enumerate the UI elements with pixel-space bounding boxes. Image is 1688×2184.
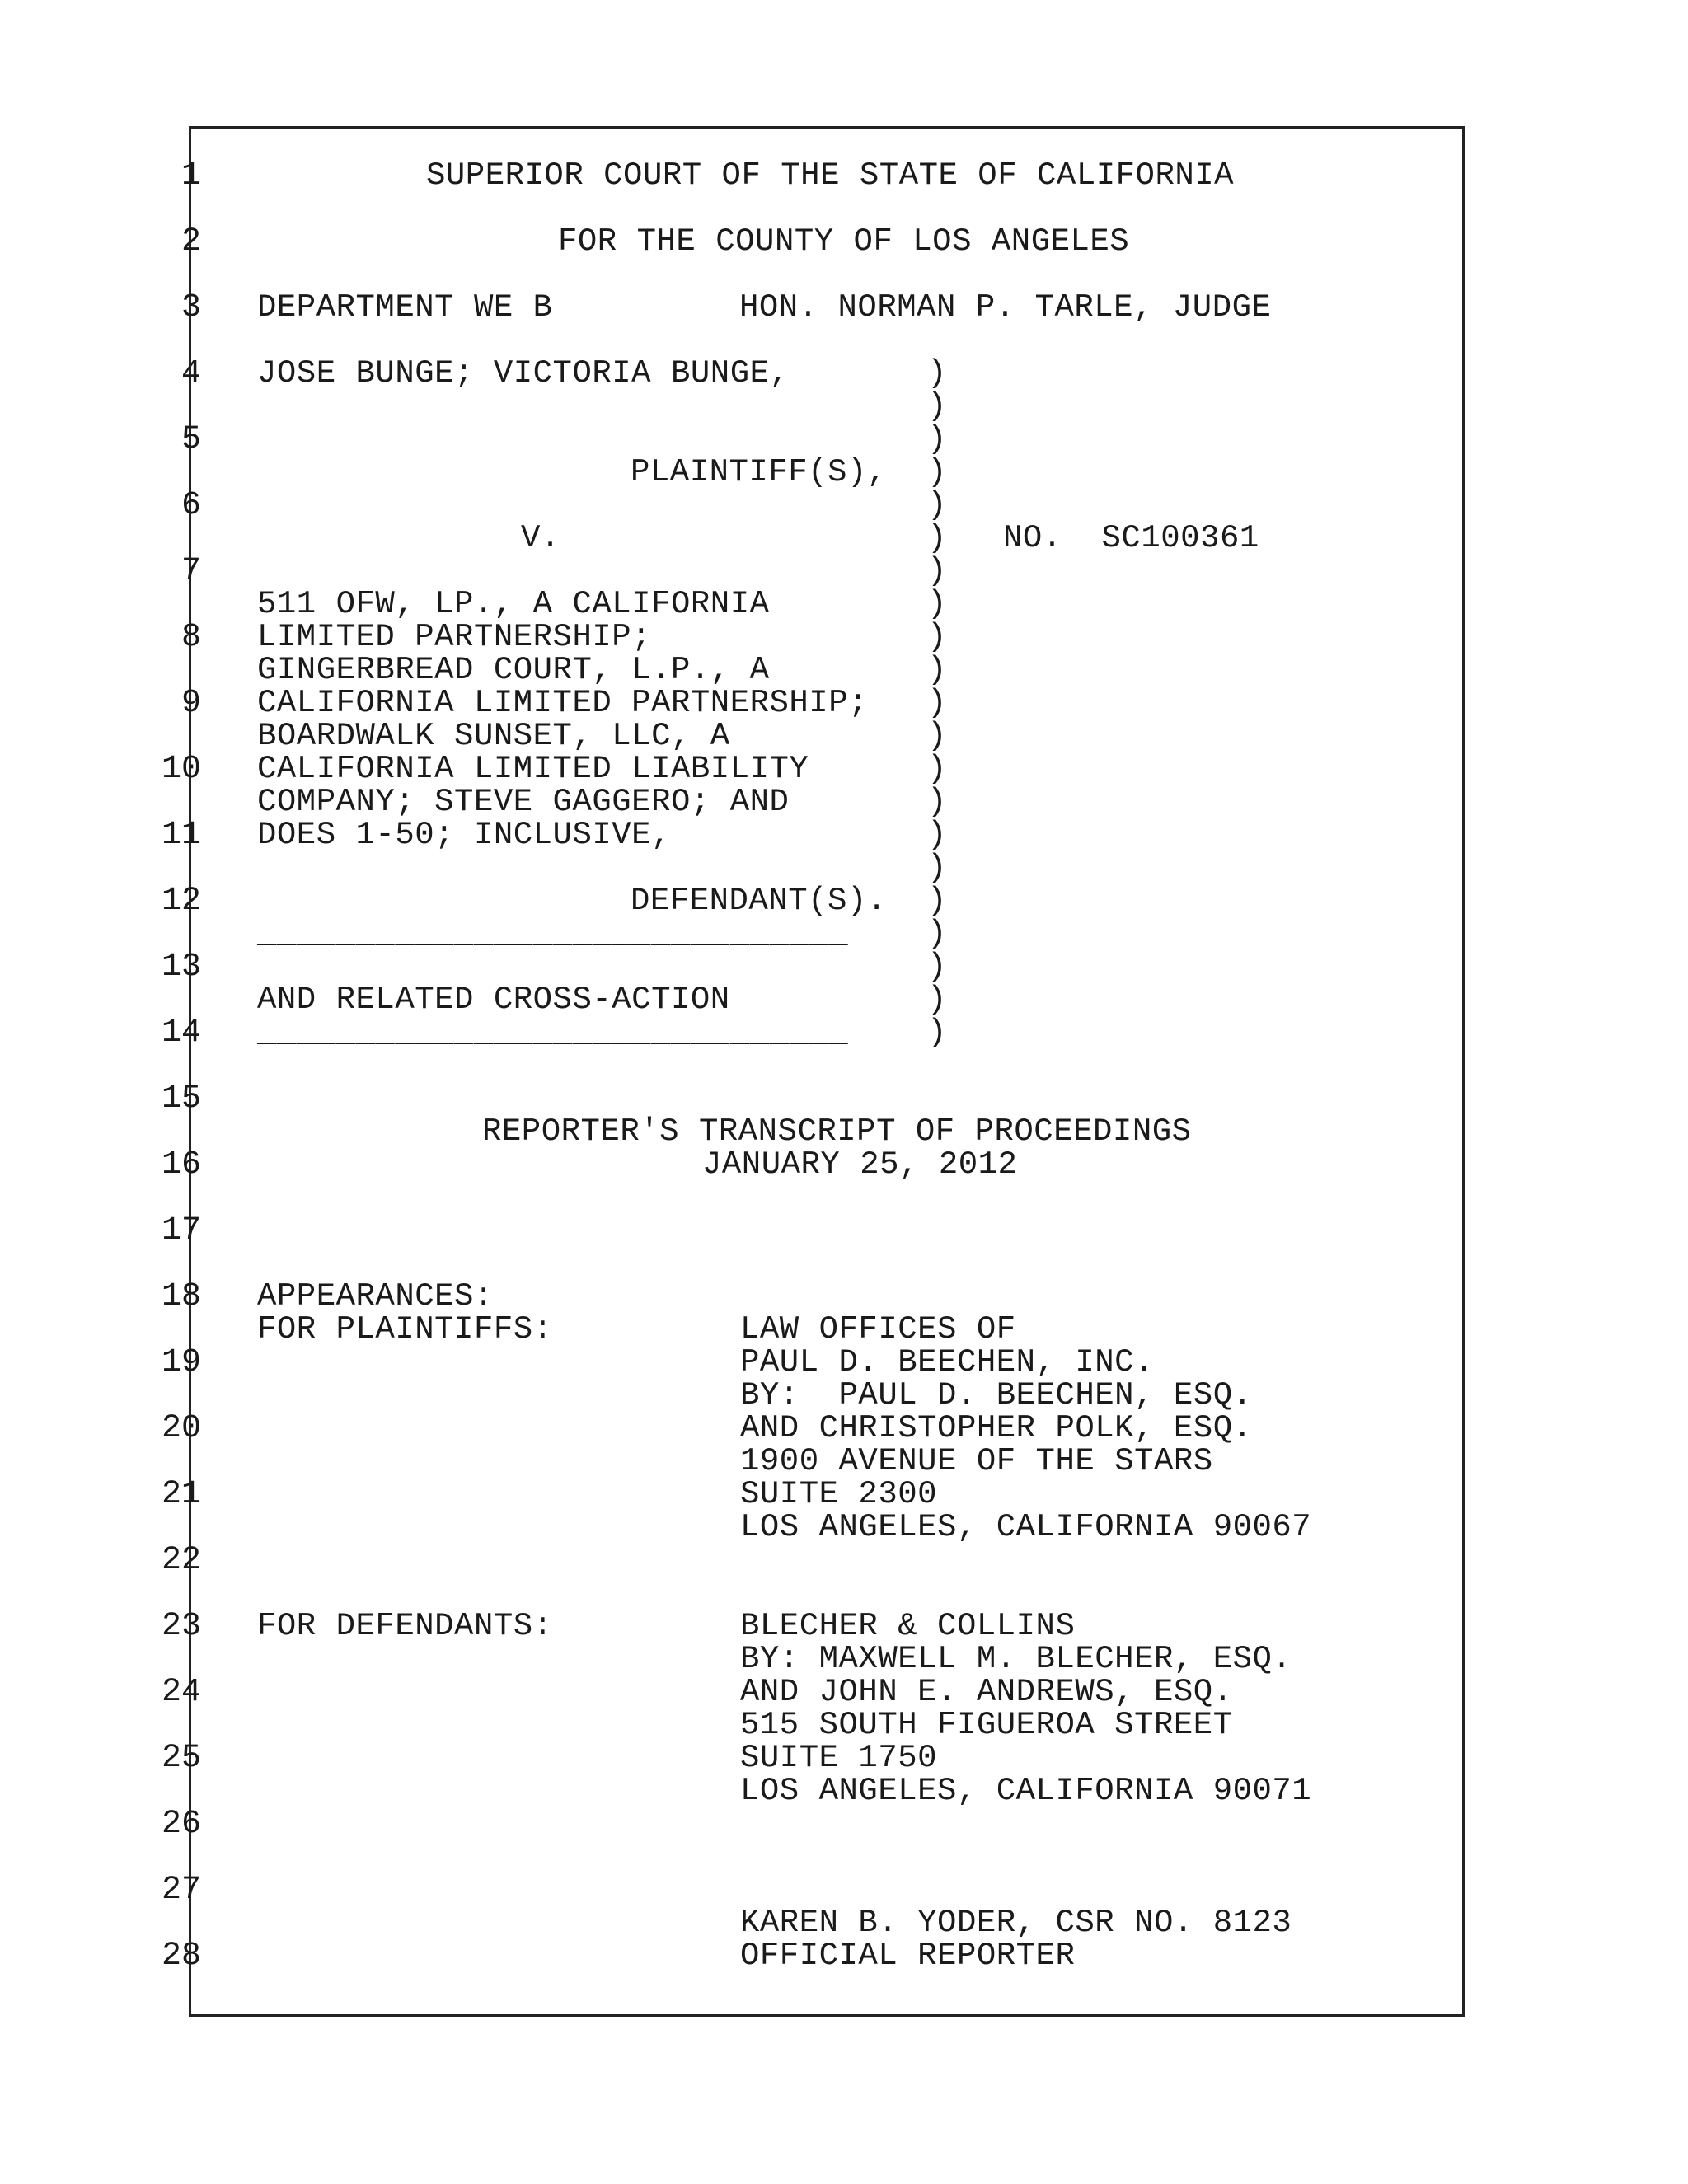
defendant-line: COMPANY; STEVE GAGGERO; AND <box>257 784 790 820</box>
caption-paren: ) <box>927 388 947 424</box>
line-number: 25 <box>161 1740 201 1777</box>
line-number: 5 <box>181 421 201 458</box>
caption-paren: ) <box>927 487 947 523</box>
line-number: 27 <box>161 1872 201 1909</box>
caption-paren: ) <box>927 1015 947 1051</box>
versus: V. <box>521 520 560 556</box>
line-number: 11 <box>161 817 201 854</box>
caption-paren: ) <box>927 850 947 886</box>
line-number: 15 <box>161 1080 201 1118</box>
plaintiffs-counsel-line: SUITE 2300 <box>740 1476 938 1512</box>
reporter-name: KAREN B. YODER, CSR NO. 8123 <box>740 1905 1292 1941</box>
line-number: 4 <box>181 355 201 392</box>
caption-paren: ) <box>927 586 947 622</box>
line-number: 14 <box>161 1015 201 1052</box>
caption-paren: ) <box>927 883 947 919</box>
plaintiffs-counsel-line: LAW OFFICES OF <box>740 1311 1016 1347</box>
caption-paren: ) <box>927 817 947 853</box>
line-number: 2 <box>181 223 201 260</box>
line-number: 23 <box>161 1608 201 1645</box>
defendants-counsel-line: LOS ANGELES, CALIFORNIA 90071 <box>740 1773 1312 1809</box>
line-number: 8 <box>181 619 201 656</box>
caption-rule: ______________________________ <box>257 1015 849 1051</box>
plaintiffs-counsel-line: PAUL D. BEECHEN, INC. <box>740 1344 1154 1380</box>
defendants-counsel-line: BLECHER & COLLINS <box>740 1608 1076 1644</box>
department: DEPARTMENT WE B <box>257 289 553 326</box>
plaintiffs-counsel-line: AND CHRISTOPHER POLK, ESQ. <box>740 1410 1253 1446</box>
appearances-heading: APPEARANCES: <box>257 1278 494 1315</box>
plaintiffs-counsel-line: BY: PAUL D. BEECHEN, ESQ. <box>740 1377 1253 1413</box>
defendants-counsel-line: SUITE 1750 <box>740 1740 938 1776</box>
line-number: 3 <box>181 289 201 326</box>
line-number: 9 <box>181 685 201 722</box>
defendants-counsel-line: 515 SOUTH FIGUEROA STREET <box>740 1707 1233 1743</box>
line-number: 26 <box>161 1806 201 1843</box>
line-number: 22 <box>161 1542 201 1579</box>
caption-paren: ) <box>927 454 947 490</box>
caption-paren: ) <box>927 982 947 1018</box>
case-number: NO. SC100361 <box>1003 520 1259 556</box>
defendant-line: CALIFORNIA LIMITED LIABILITY <box>257 751 809 787</box>
caption-paren: ) <box>927 520 947 556</box>
line-number: 10 <box>161 751 201 788</box>
plaintiff-label: PLAINTIFF(S), <box>631 454 887 490</box>
reporter-title: OFFICIAL REPORTER <box>740 1938 1076 1974</box>
caption-rule: ______________________________ <box>257 916 849 952</box>
related-cross-action: AND RELATED CROSS-ACTION <box>257 982 730 1018</box>
line-number: 12 <box>161 883 201 920</box>
defendant-line: BOARDWALK SUNSET, LLC, A <box>257 718 730 754</box>
line-number: 20 <box>161 1410 201 1447</box>
caption-paren: ) <box>927 553 947 589</box>
defendant-line: LIMITED PARTNERSHIP; <box>257 619 652 655</box>
transcript-date: JANUARY 25, 2012 <box>702 1146 1018 1183</box>
line-number: 6 <box>181 487 201 524</box>
transcript-title: REPORTER'S TRANSCRIPT OF PROCEEDINGS <box>482 1113 1192 1150</box>
caption-paren: ) <box>927 949 947 985</box>
defendants-label: FOR DEFENDANTS: <box>257 1608 553 1644</box>
line-number: 19 <box>161 1344 201 1381</box>
line-number: 7 <box>181 553 201 590</box>
line-number: 17 <box>161 1212 201 1249</box>
line-number: 1 <box>181 157 201 194</box>
line-number: 21 <box>161 1476 201 1513</box>
defendant-line: DOES 1-50; INCLUSIVE, <box>257 817 671 853</box>
defendant-label: DEFENDANT(S). <box>631 883 887 919</box>
caption-paren: ) <box>927 619 947 655</box>
court-name: SUPERIOR COURT OF THE STATE OF CALIFORNIA <box>426 157 1235 194</box>
caption-paren: ) <box>927 685 947 721</box>
plaintiffs-counsel-line: 1900 AVENUE OF THE STARS <box>740 1443 1213 1479</box>
plaintiffs-label: FOR PLAINTIFFS: <box>257 1311 553 1347</box>
plaintiffs-counsel-line: LOS ANGELES, CALIFORNIA 90067 <box>740 1509 1312 1545</box>
line-number: 24 <box>161 1674 201 1711</box>
defendant-line: 511 OFW, LP., A CALIFORNIA <box>257 586 770 622</box>
judge-name: HON. NORMAN P. TARLE, JUDGE <box>739 289 1272 326</box>
caption-paren: ) <box>927 916 947 952</box>
line-number: 18 <box>161 1278 201 1315</box>
caption-paren: ) <box>927 355 947 391</box>
county-name: FOR THE COUNTY OF LOS ANGELES <box>558 223 1130 260</box>
caption-paren: ) <box>927 718 947 754</box>
caption-paren: ) <box>927 751 947 787</box>
line-number: 13 <box>161 949 201 986</box>
caption-paren: ) <box>927 421 947 457</box>
line-number: 28 <box>161 1938 201 1975</box>
caption-paren: ) <box>927 784 947 820</box>
caption-paren: ) <box>927 652 947 688</box>
defendants-counsel-line: AND JOHN E. ANDREWS, ESQ. <box>740 1674 1233 1710</box>
defendant-line: CALIFORNIA LIMITED PARTNERSHIP; <box>257 685 869 721</box>
plaintiffs-names: JOSE BUNGE; VICTORIA BUNGE, <box>257 355 790 391</box>
line-number: 16 <box>161 1146 201 1183</box>
defendant-line: GINGERBREAD COURT, L.P., A <box>257 652 770 688</box>
defendants-counsel-line: BY: MAXWELL M. BLECHER, ESQ. <box>740 1641 1292 1677</box>
